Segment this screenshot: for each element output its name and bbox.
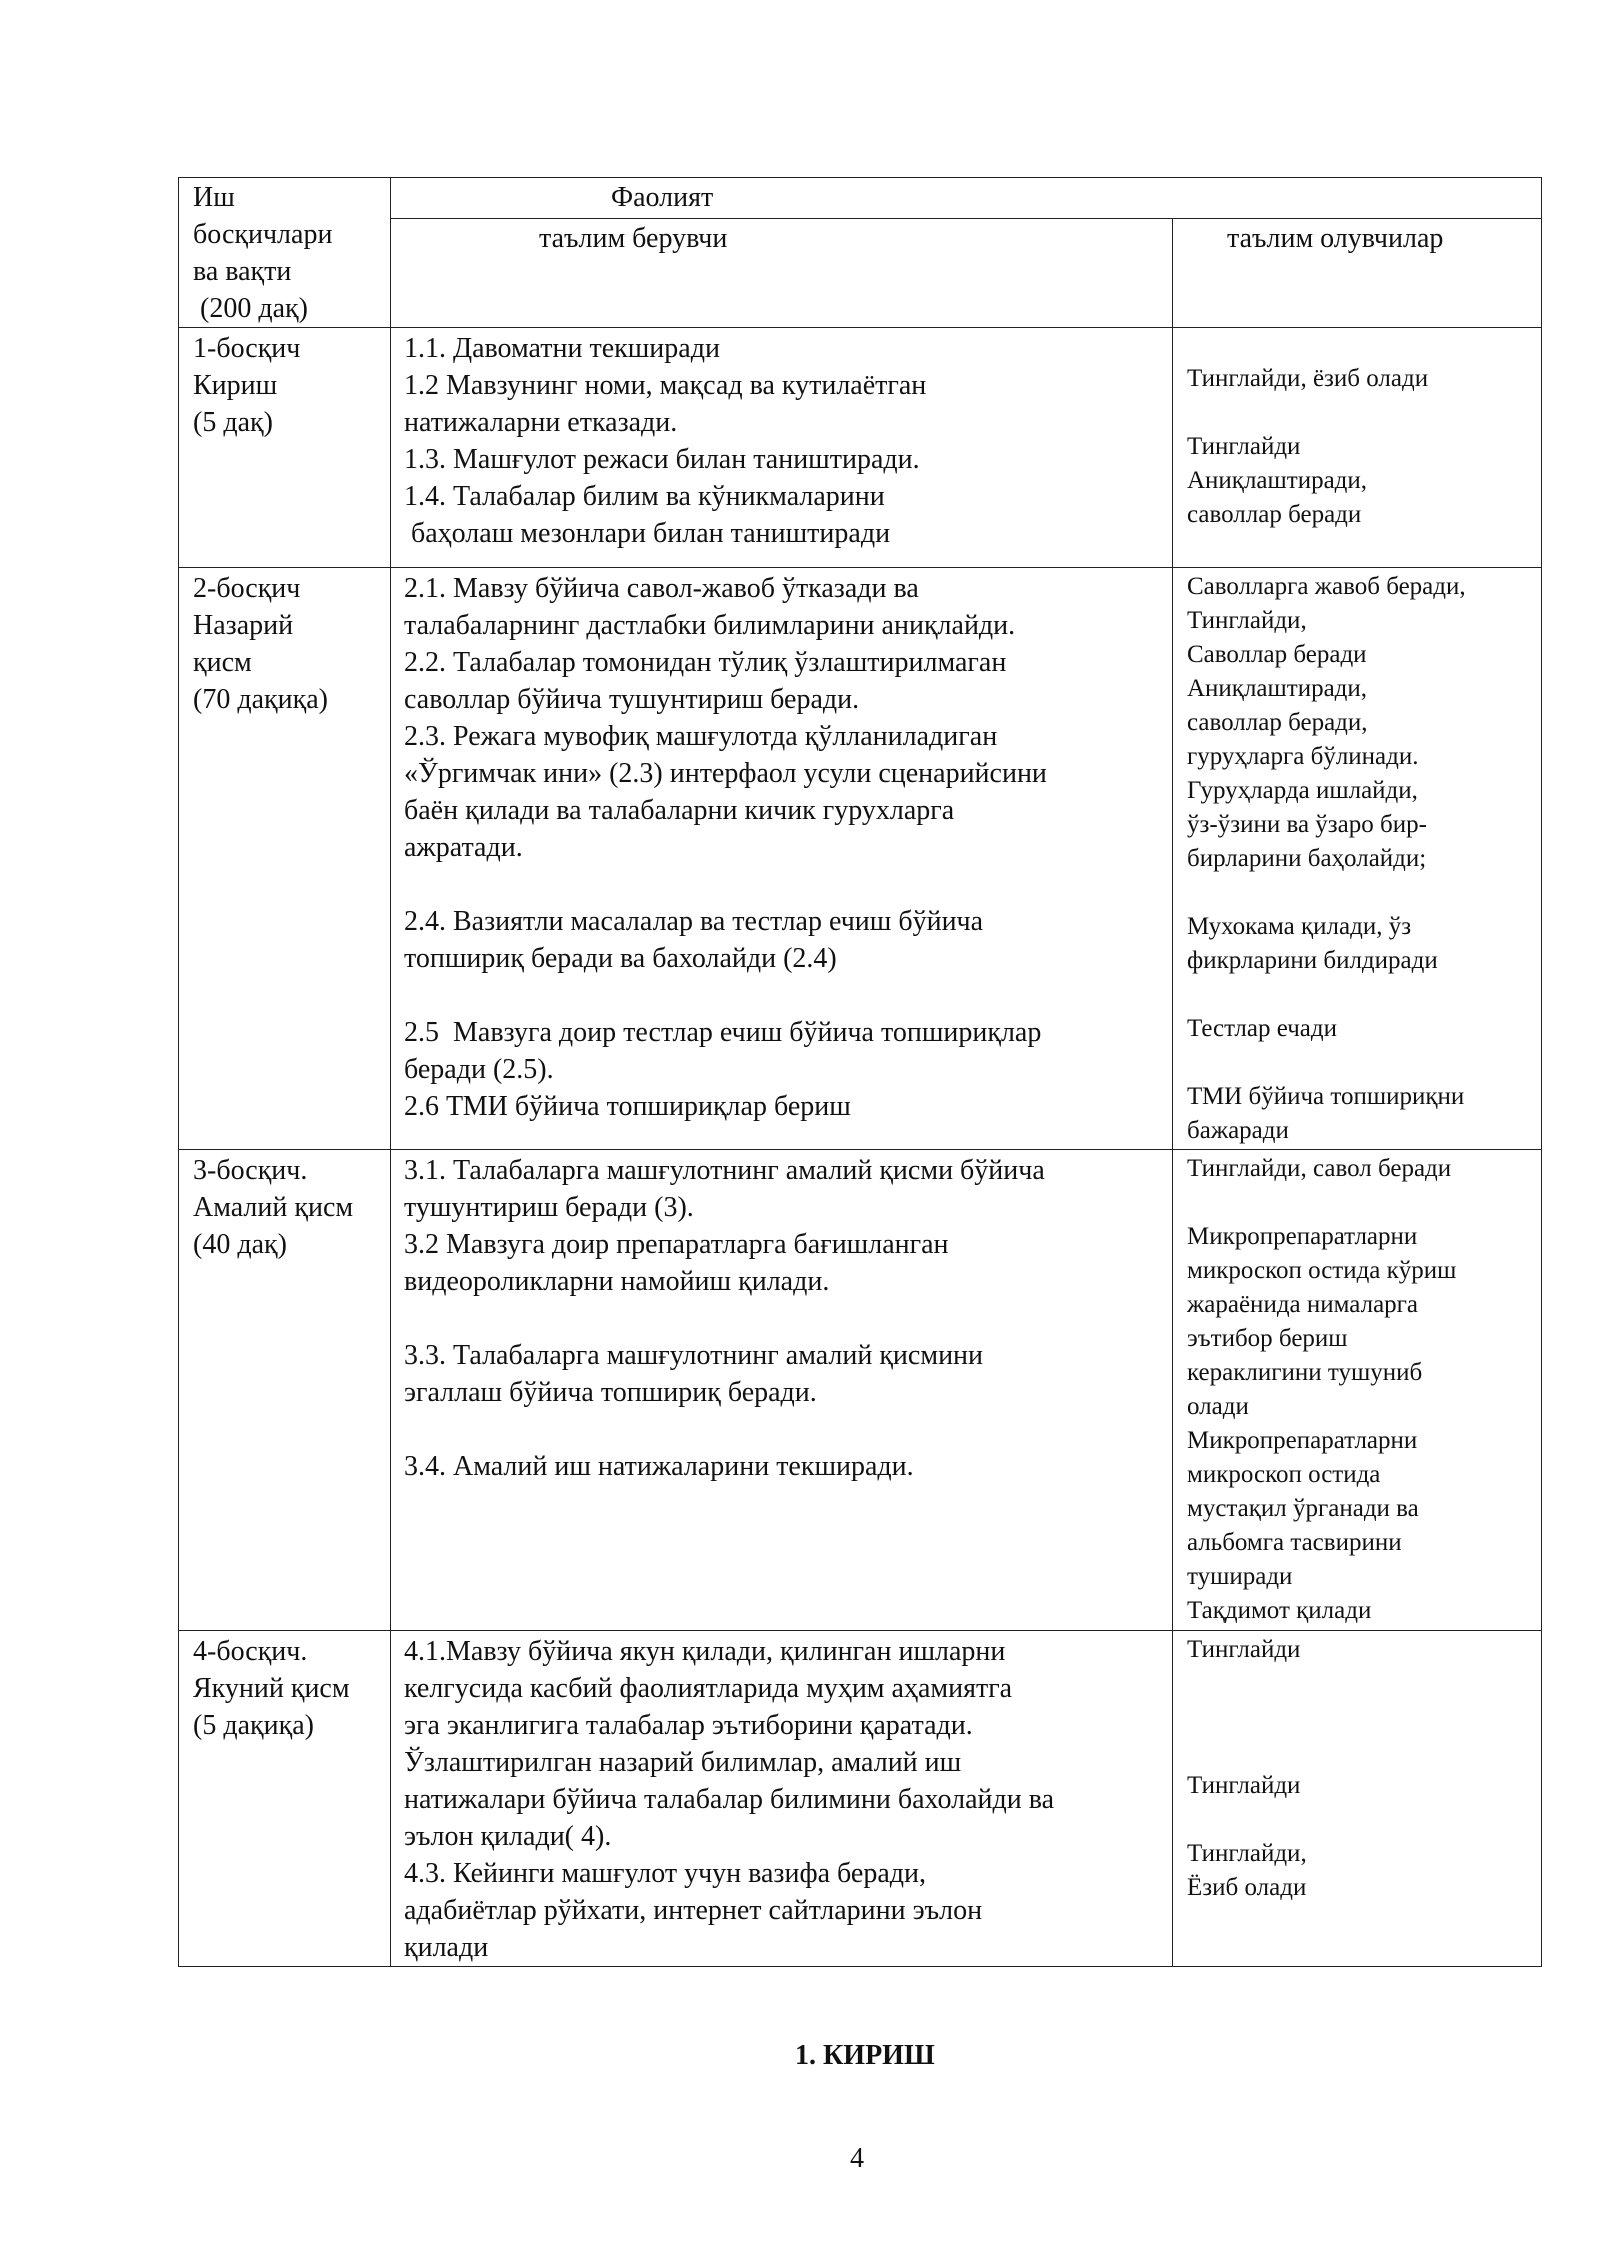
teacher-line: 4.3. Кейинги машғулот учун вазифа беради, [404, 1858, 926, 1889]
header-stage-cell [179, 178, 391, 328]
stage-line: (70 дақиқа) [193, 684, 328, 715]
student-line: олади [1187, 1393, 1249, 1420]
table-row [179, 1150, 1542, 1631]
teacher-line: 2.5 Мавзуга доир тестлар ечиш бўйича топшириқлар [404, 1017, 1042, 1048]
student-line [1187, 1186, 1531, 1220]
teacher-line: 3.4. Амалий иш натижаларини текширади. [404, 1451, 914, 1482]
teacher-line: 1.4. Талабалар билим ва кўникмаларини [404, 481, 885, 512]
student-line [1187, 876, 1531, 910]
stage-cell [179, 328, 391, 568]
header-stage-line: ва вақти [193, 256, 292, 287]
teacher-line: натижалари бўйича талабалар билимини бахолайди ва [404, 1784, 1055, 1815]
section-heading: 1. КИРИШ [795, 2040, 935, 2071]
student-line: эътибор бериш [1187, 1325, 1348, 1352]
header-teacher-label: таълим берувчи [539, 223, 728, 254]
header-students-cell [1173, 219, 1542, 328]
teacher-line: натижаларни етказади. [404, 407, 678, 438]
stage-line: 3-босқич. [193, 1155, 308, 1186]
teacher-line: 2.2. Талабалар томонидан тўлиқ ўзлаштирилмаган [404, 647, 1007, 678]
stage-cell [179, 1150, 391, 1631]
student-line: гуруҳларга бўлинади. [1187, 743, 1419, 770]
teacher-line: баён қилади ва талабаларни кичик гурухларга [404, 795, 955, 826]
students-cell [1173, 568, 1542, 1150]
teacher-cell [391, 568, 1173, 1150]
teacher-line: видеороликларни намойиш қилади. [404, 1266, 830, 1297]
stage-line: Якуний қисм [193, 1673, 350, 1704]
teacher-line: Ўзлаштирилган назарий билимлар, амалий иш [404, 1747, 962, 1778]
teacher-line [404, 866, 1158, 903]
teacher-line: 1.2 Мавзунинг номи, мақсад ва кутилаётган [404, 370, 927, 401]
teacher-line [404, 977, 1158, 1014]
student-line: жараёнида нималарга [1187, 1291, 1419, 1318]
student-line: туширади [1187, 1563, 1293, 1590]
student-line: Микропрепаратларни [1187, 1427, 1418, 1454]
student-line: Аниқлаштиради, [1187, 467, 1368, 494]
teacher-line: «Ўргимчак ини» (2.3) интерфаол усули сценарийсини [404, 758, 1047, 789]
table-row [179, 568, 1542, 1150]
student-line: саволлар беради, [1187, 709, 1368, 736]
teacher-cell [391, 1150, 1173, 1631]
student-line [1187, 1701, 1531, 1735]
page-number: 4 [850, 2143, 864, 2174]
stage-line: Амалий қисм [193, 1192, 354, 1223]
student-line: Мухокама қилади, ўз [1187, 913, 1412, 940]
teacher-line: 2.1. Мавзу бўйича савол-жавоб ўтказади ва [404, 573, 919, 604]
student-line: фикрларини билдиради [1187, 947, 1438, 974]
student-line: Тақдимот қилади [1187, 1597, 1372, 1624]
teacher-line: эълон қилади( 4). [404, 1821, 612, 1852]
teacher-line: 2.6 ТМИ бўйича топшириқлар бериш [404, 1091, 851, 1122]
stage-line: (5 дақ) [193, 407, 273, 438]
teacher-line: эгаллаш бўйича топшириқ беради. [404, 1377, 817, 1408]
stage-line: 1-босқич [193, 333, 301, 364]
header-activity-label: Фаолият [611, 182, 714, 213]
teacher-line: 3.1. Талабаларга машғулотнинг амалий қисми бўйича [404, 1155, 1045, 1186]
header-row-top [179, 178, 1542, 219]
teacher-line: тушунтириш беради (3). [404, 1192, 694, 1223]
header-students-label: таълим олувчилар [1227, 223, 1444, 254]
table-row [179, 328, 1542, 568]
stage-line: (5 дақиқа) [193, 1710, 314, 1741]
student-line: Аниқлаштиради, [1187, 675, 1368, 702]
student-line: альбомга тасвирини [1187, 1529, 1402, 1556]
table-row [179, 1631, 1542, 1967]
stage-cell [179, 1631, 391, 1967]
teacher-line: 3.2 Мавзуга доир препаратларга бағишланган [404, 1229, 949, 1260]
teacher-line: келгусида касбий фаолиятларида муҳим аҳамиятга [404, 1673, 1013, 1704]
teacher-line: баҳолаш мезонлари билан таништиради [404, 518, 891, 549]
stage-line: 2-босқич [193, 573, 301, 604]
student-line: микроскоп остида кўриш [1187, 1257, 1457, 1284]
student-line: микроскоп остида [1187, 1461, 1381, 1488]
student-line: Тинглайди [1187, 433, 1301, 460]
teacher-line: 3.3. Талабаларга машғулотнинг амалий қисмини [404, 1340, 984, 1371]
header-stage-line: (200 дақ) [193, 293, 308, 324]
teacher-line: ажратади. [404, 832, 523, 863]
stage-line: Кириш [193, 370, 278, 401]
student-line [1187, 1667, 1531, 1701]
teacher-line: адабиётлар рўйхати, интернет сайтларини эълон [404, 1895, 983, 1926]
student-line [1187, 978, 1531, 1012]
student-line: Тинглайди, [1187, 607, 1307, 634]
student-line: Тестлар ечади [1187, 1015, 1337, 1042]
teacher-line: саволлар бўйича тушунтириш беради. [404, 684, 860, 715]
teacher-cell [391, 328, 1173, 568]
teacher-line: қилади [404, 1932, 489, 1963]
student-line: мустақил ўрганади ва [1187, 1495, 1419, 1522]
students-cell [1173, 1631, 1542, 1967]
stage-line: қисм [193, 647, 252, 678]
stage-line: Назарий [193, 610, 294, 641]
header-teacher-cell [391, 219, 1173, 328]
teacher-line: беради (2.5). [404, 1054, 554, 1085]
student-line: Тинглайди, савол беради [1187, 1155, 1452, 1182]
header-stage-line: босқичлари [193, 219, 333, 250]
student-line: бирларини баҳолайди; [1187, 845, 1427, 872]
student-line [1187, 1735, 1531, 1769]
teacher-line: 1.3. Машғулот режаси билан таништиради. [404, 444, 920, 475]
students-cell [1173, 1150, 1542, 1631]
student-line: ТМИ бўйича топшириқни [1187, 1083, 1465, 1110]
student-line: Ёзиб олади [1187, 1874, 1307, 1901]
student-line: Тинглайди [1187, 1772, 1301, 1799]
teacher-line: эга эканлигига талабалар эътиборини қаратади. [404, 1710, 973, 1741]
stage-line: (40 дақ) [193, 1229, 287, 1260]
student-line [1187, 1803, 1531, 1837]
student-line [1187, 396, 1531, 430]
teacher-line: 2.3. Режага мувофиқ машғулотда қўлланиладиган [404, 721, 998, 752]
student-line: саволлар беради [1187, 501, 1362, 528]
student-line: Тинглайди, ёзиб олади [1187, 365, 1429, 392]
teacher-cell [391, 1631, 1173, 1967]
teacher-line: топшириқ беради ва бахолайди (2.4) [404, 943, 837, 974]
student-line: бажаради [1187, 1117, 1289, 1144]
student-line: Микропрепаратларни [1187, 1223, 1418, 1250]
stage-cell [179, 568, 391, 1150]
students-cell [1173, 328, 1542, 568]
student-line: Тинглайди, [1187, 1840, 1307, 1867]
header-activity-cell [391, 178, 1542, 219]
student-line: Тинглайди [1187, 1636, 1301, 1663]
student-line [1187, 1046, 1531, 1080]
teacher-line [404, 1300, 1158, 1337]
teacher-line: 4.1.Мавзу бўйича якун қилади, қилинган ишларни [404, 1636, 1006, 1667]
header-stage-line: Иш [193, 182, 235, 213]
teacher-line [404, 1411, 1158, 1448]
student-line: Гуруҳларда ишлайди, [1187, 777, 1418, 804]
student-line: ўз-ўзини ва ўзаро бир- [1187, 811, 1427, 838]
student-line: Саволлар беради [1187, 641, 1367, 668]
teacher-line: 1.1. Давоматни текширади [404, 333, 720, 364]
stage-line: 4-босқич. [193, 1636, 308, 1667]
lesson-plan-table [178, 177, 1542, 1967]
teacher-line: 2.4. Вазиятли масалалар ва тестлар ечиш бўйича [404, 906, 984, 937]
teacher-line: талабаларнинг дастлабки билимларини аниқлайди. [404, 610, 1016, 641]
student-line: Саволларга жавоб беради, [1187, 573, 1466, 600]
student-line: кераклигини тушуниб [1187, 1359, 1423, 1386]
